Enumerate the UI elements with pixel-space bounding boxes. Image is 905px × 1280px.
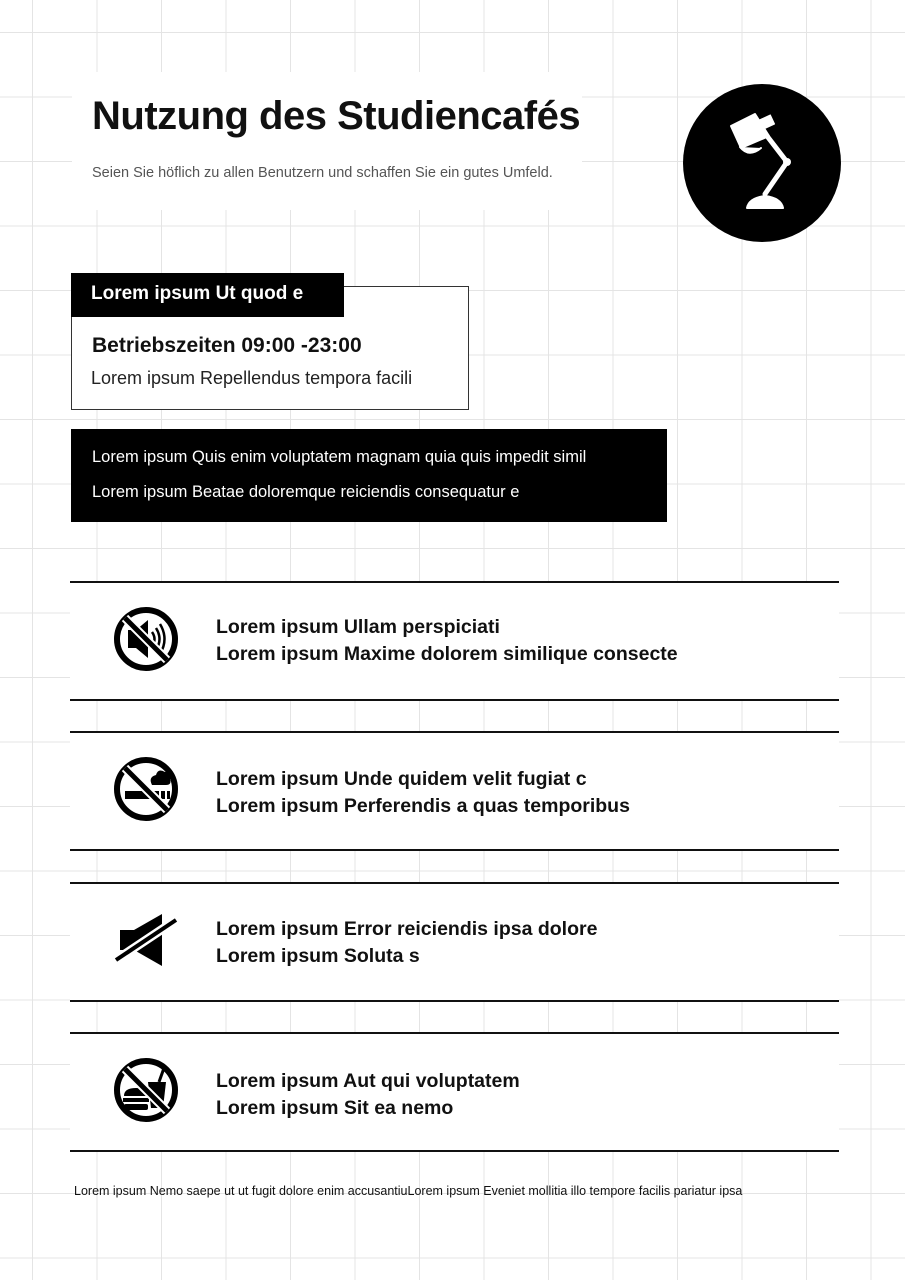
- no-loudspeaker-icon: [112, 605, 180, 673]
- opening-hours-note: Lorem ipsum Repellendus tempora facili: [91, 368, 413, 388]
- rule-item-smoking: [70, 731, 839, 851]
- rule-line-2: Lorem ipsum Soluta s: [216, 945, 420, 967]
- opening-hours-tab: Lorem ipsum Ut quod e: [71, 273, 344, 317]
- page-subtitle: Seien Sie höflich zu allen Benutzern und schaffen Sie ein gutes Umfeld.: [92, 165, 553, 181]
- no-food-drink-icon: [112, 1056, 180, 1124]
- rule-line-2: Lorem ipsum Maxime dolorem similique consecte: [216, 643, 678, 665]
- opening-hours-time: Betriebszeiten 09:00 -23:00: [92, 334, 362, 357]
- title-backdrop: [72, 72, 582, 210]
- rule-line-1: Lorem ipsum Error reiciendis ipsa dolore: [216, 918, 598, 940]
- notice-line-1: Lorem ipsum Quis enim voluptatem magnam quia quis impedit simil: [92, 448, 587, 466]
- rule-item-noise: [70, 581, 839, 701]
- notice-line-2: Lorem ipsum Beatae doloremque reiciendis consequatur e: [92, 483, 520, 501]
- rule-line-2: Lorem ipsum Perferendis a quas temporibus: [216, 795, 630, 817]
- footer-note: Lorem ipsum Nemo saepe ut ut fugit dolore enim accusantiuLorem ipsum Eveniet mollitia illo tempore facilis pariatur ipsa: [74, 1184, 743, 1198]
- rule-line-1: Lorem ipsum Ullam perspiciati: [216, 616, 500, 638]
- desk-lamp-icon: [683, 84, 841, 242]
- notice-box: [71, 429, 667, 522]
- page-title: Nutzung des Studiencafés: [92, 94, 581, 138]
- rule-line-1: Lorem ipsum Aut qui voluptatem: [216, 1070, 520, 1092]
- rule-item-mute: [70, 882, 839, 1002]
- rule-item-food: [70, 1032, 839, 1152]
- mute-speaker-icon: [112, 906, 180, 974]
- lamp-badge: [683, 84, 841, 242]
- no-smoking-icon: [112, 755, 180, 823]
- rule-line-1: Lorem ipsum Unde quidem velit fugiat c: [216, 768, 587, 790]
- rule-line-2: Lorem ipsum Sit ea nemo: [216, 1097, 454, 1119]
